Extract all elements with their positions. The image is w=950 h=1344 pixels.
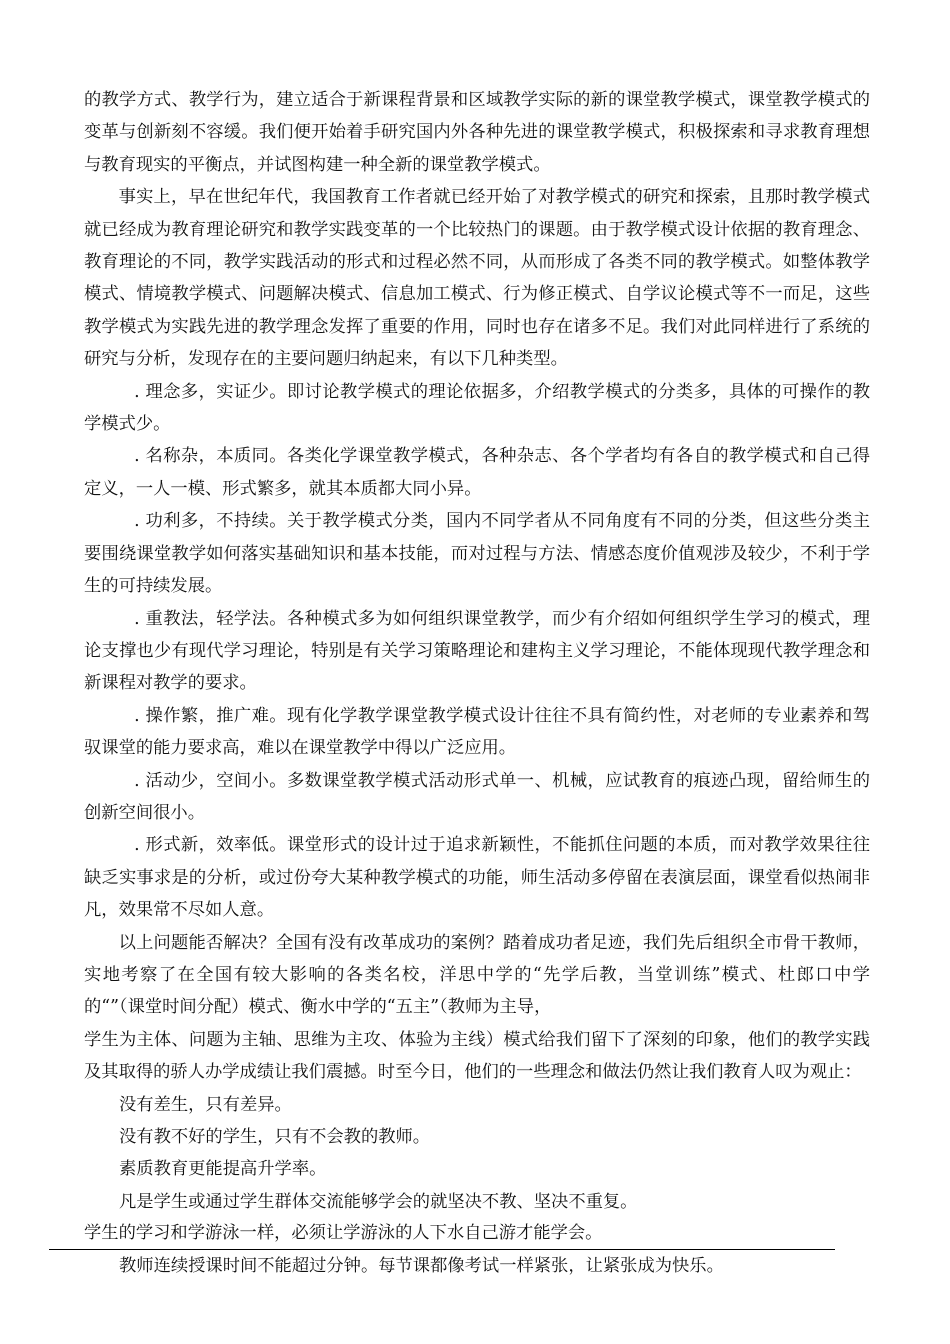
- quote-line-4: 凡是学生或通过学生群体交流能够学会的就坚决不教、坚决不重复。: [119, 1191, 638, 1212]
- paragraph-cases-continued: 学生为主体、问题为主轴、思维为主攻、体验为主线）模式给我们留下了深刻的印象，他们的教学实践及其取得的骄人办学成绩让我们震撼。时至今日，他们的一些理念和做法仍然让我们教育人叹为观止：: [84, 1029, 870, 1083]
- paragraph-history: 事实上，早在世纪年代，我国教育工作者就已经开始了对教学模式的研究和探索，且那时教学模式就已经成为教育理论研究和教学实践变革的一个比较热门的课题。由于教学模式设计依据的教育理念、教育理论的不同，教学实践活动的形式和过程必然不同，从而形成了各类不同的教学模式。如整体教学模式、情境教学模式、问题解决模式、信息加工模式、行为修正模式、自学议论模式等不一而足，这些教学模式为实践先进的教学理念发挥了重要的作用，同时也存在诸多不足。我们对此同样进行了系统的研究与分析，发现存在的主要问题归纳起来，有以下几种类型。: [84, 187, 870, 370]
- quote-line-5: 学生的学习和学游泳一样，必须让学游泳的人下水自己游才能学会。: [49, 1218, 835, 1250]
- quote-line-6: 教师连续授课时间不能超过分钟。每节课都像考试一样紧张，让紧张成为快乐。: [119, 1256, 724, 1277]
- problem-item-6: . 活动少，空间小。多数课堂教学模式活动形式单一、机械，应试教育的痕迹凸现，留给师生的创新空间很小。: [84, 770, 870, 823]
- quote-line-3: 素质教育更能提高升学率。: [119, 1159, 327, 1180]
- problem-item-2: . 名称杂，本质同。各类化学课堂教学模式，各种杂志、各个学者均有各自的教学模式和自己得定义，一人一模、形式繁多，就其本质都大同小异。: [84, 446, 870, 499]
- problem-item-5: . 操作繁，推广难。现有化学教学课堂教学模式设计往往不具有简约性，对老师的专业素养和驾驭课堂的能力要求高，难以在课堂教学中得以广泛应用。: [84, 705, 870, 759]
- quote-line-2: 没有教不好的学生，只有不会教的教师。: [119, 1127, 431, 1147]
- quote-line-1: 没有差生，只有差异。: [119, 1094, 292, 1115]
- problem-item-4: . 重教法，轻学法。各种模式多为如何组织课堂教学，而少有介绍如何组织学生学习的模式，理论支撑也少有现代学习理论，特别是有关学习策略理论和建构主义学习理论，不能体现现代教学理念和新课程对教学的要求。: [84, 608, 870, 694]
- document-page: [84, 84, 870, 1283]
- paragraph-cases: 以上问题能否解决？全国有没有改革成功的案例？踏着成功者足迹，我们先后组织全市骨干教师，实地考察了在全国有较大影响的各类名校，洋思中学的“先学后教，当堂训练”模式、杜郎口中学的“”（课堂时间分配）模式、衡水中学的“五主”（教师为主导，: [84, 932, 870, 1018]
- problem-item-7: . 形式新，效率低。课堂形式的设计过于追求新颖性，不能抓住问题的本质，而对教学效果往往缺乏实事求是的分析，或过份夸大某种教学模式的功能，师生活动多停留在表演层面，课堂看似热闹非凡，效果常不尽如人意。: [84, 835, 870, 921]
- problem-item-3: . 功利多，不持续。关于教学模式分类，国内不同学者从不同角度有不同的分类，但这些分类主要围绕课堂教学如何落实基础知识和基本技能，而对过程与方法、情感态度价值观涉及较少，不利于学生的可持续发展。: [84, 511, 870, 597]
- paragraph-intro: 的教学方式、教学行为，建立适合于新课程背景和区域教学实际的新的课堂教学模式，课堂教学模式的变革与创新刻不容缓。我们便开始着手研究国内外各种先进的课堂教学模式，积极探索和寻求教育理想与教育现实的平衡点，并试图构建一种全新的课堂教学模式。: [84, 90, 870, 175]
- problem-item-1: . 理念多，实证少。即讨论教学模式的理论依据多，介绍教学模式的分类多，具体的可操作的教学模式少。: [84, 381, 870, 435]
